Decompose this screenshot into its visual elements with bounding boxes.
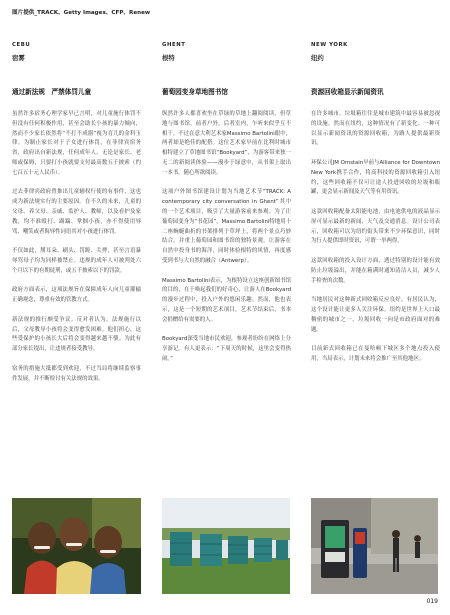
column-new-york bbox=[311, 42, 440, 375]
article-paragraph: 这款回收箱配备太阳能电池，由电池供电的液晶显示屏可显示最新的新闻、天气及交通消息。设计公司表示，回收箱可以为纽约街头带来不少环保意识，同时为行人提供即时资讯，可谓一举两得。 bbox=[311, 208, 440, 245]
article-paragraph: 新法规的推行颇受争议。反对者认为，法规施行以后，父母教导小孩将会变得愈发困难。他们担心，这些受保护的小孩长大后将会变得越来越不驯。为此有部分家长提出，让违规者接受教导。 bbox=[12, 316, 141, 353]
article-paragraph: 这款回收箱的投入设计方面，透过特别的设计能有效防止垃圾溢出，并能在箱满时通知清洁人员，减少人手检查的次数。 bbox=[311, 257, 440, 284]
column-ghent bbox=[162, 42, 291, 375]
page-number: 019 bbox=[426, 598, 438, 605]
city-label: GHENT bbox=[162, 42, 186, 48]
article-paragraph: 当地居民对这种新式回收箱反应良好。有居民认为，这个设计能让更多人关注环保。纽约是世界上人口最稠密的城市之一，垃圾回收一向是市政府面对的难题。 bbox=[311, 297, 440, 333]
city-label: CEBU bbox=[12, 42, 31, 48]
article-paragraph: Massimo Bartolini表示，为根特设立这座创新图书馆的目的，在于唤起我们的好奇心，让游人在Bookyard的漫步过程中，投入户外的悠闲乐趣。然而，他也表示，这是一个短期的艺术项目，艺术节结束后，书本会捐赠给有需要的人。 bbox=[162, 277, 291, 323]
article-paragraph: Bookyard深受当地市民欢迎，参观者纷纷在网络上分享游记。有人更表示：“下周天的时候，这里会变得热闹。” bbox=[162, 336, 291, 362]
article-paragraph: 过去菲律宾政府曾推出儿童辅权行使的有事件，这也成为新法规实行的主要原因。在不久的未来，儿童的父母、养父母、亲戚、监护人、教师，以及看护及家教，均不准殴打、踢踹、掌掴小孩，亦不得使用辱骂、嘲笑或者侮辱性词语其对小孩进行体罚。 bbox=[12, 189, 141, 235]
city-name: 宿雾 bbox=[12, 54, 25, 62]
article-paragraph: 目前新式回收箱已在曼哈顿下城区多个地点投入使用，当局表示，计划未来将会推广至其他地区。 bbox=[311, 346, 440, 362]
article-headline: 通过新法规 严禁体罚儿童 bbox=[12, 88, 92, 96]
city-name: 根特 bbox=[162, 54, 175, 62]
photo-credit: 图片提供_TRACK、Getty Images、CFP、Renew bbox=[12, 10, 151, 16]
article-paragraph: 在许多城市，垃圾箱往往是城市建筑中最容易被忽视的设施。然而在纽约，这种情况有了新变化。一种可以显示新闻资讯的资源回收箱，为路人提供最新资讯。 bbox=[311, 111, 440, 147]
city-name: 纽约 bbox=[311, 54, 324, 62]
article-paragraph: 这项户外图书馆建设计划为当地艺术节“TRACK: A contemporary city conversation in Ghent”其中的一个艺术项目，吸引了大量游客前来参观。为了让葡萄园变身为“书花园”，Massimo Bartolini特地用十二座蜿蜒曲折的书架排列于草坪上，将两个景点巧妙结合，并重上葡萄园和图书馆的独特景观，让游客在自然中投身书的海洋，同时体验根特的风情，再度感受到书与大自然的融合（Antwerp）。 bbox=[162, 189, 291, 264]
article-headline: 葡萄园变身草地图书馆 bbox=[162, 88, 228, 96]
children-photo bbox=[12, 498, 141, 594]
article-paragraph: 虽然许多宿务心理学家早已言明，对儿童施行体罚不但没有任何积极作用，甚至会助长小孩的暴力倾向，然而不少家长依然将“不打不成器”视为育儿的金科玉律。为制止家长对于子女进行体罚，在菲律宾宿务省，政府出台新法规，任何成年人，无论是家长、老师或保姆，只要打小孩就要支付最高数五千披索（约七百五十元人民币）。 bbox=[12, 111, 141, 176]
article-paragraph: 不仅如此，掰耳朵、刷头、罚跪、关押，甚至言语暴辱骂母子均为同样被禁止。违规的成年人可被判处六个月以下的有期徒刑，或五千披索以下的罚款。 bbox=[12, 248, 141, 274]
bookshelves-photo bbox=[162, 498, 290, 594]
city-label: NEW YORK bbox=[311, 42, 348, 48]
article-paragraph: 环保公司JM Omstain早前与Alliance for Downtown New York携手合作，将高科技的资源回收箱引入纽约，这些回收箱不仅可让途人投进回收的垃圾和瓶罐，更会显示新闻及天气等有用资讯。 bbox=[311, 159, 440, 196]
recycling-bin-photo bbox=[311, 498, 438, 594]
column-cebu bbox=[12, 42, 141, 394]
article-headline: 资源回收箱显示新闻资讯 bbox=[311, 88, 384, 96]
article-paragraph: 政府方面表示，这项法规旨在保障成年人向儿童灌输正确观念，尊重有效的管教方式。 bbox=[12, 287, 141, 304]
article-paragraph: 宿务的措施大抵都受到欢迎，不过当局将继续监察事件发展，并不断检讨有关法规的效果。 bbox=[12, 365, 141, 382]
article-paragraph: 纵然许多人都喜欢坐在草绿的草地上翻阅阅读，但草地与图书馆，前者户外，后者室内，乍听来似乎互不相干。不过在意大利艺术家Massimo Bartolini眼中，两者却是绝佳的配搭。这位艺术家早前在比利时城市根特建立了草地图书馆“Bookyard”，为游客带来独一无二的新阅读体验——漫步于绿意中，从书架上取出一本书，随心所欲阅读。 bbox=[162, 111, 291, 176]
